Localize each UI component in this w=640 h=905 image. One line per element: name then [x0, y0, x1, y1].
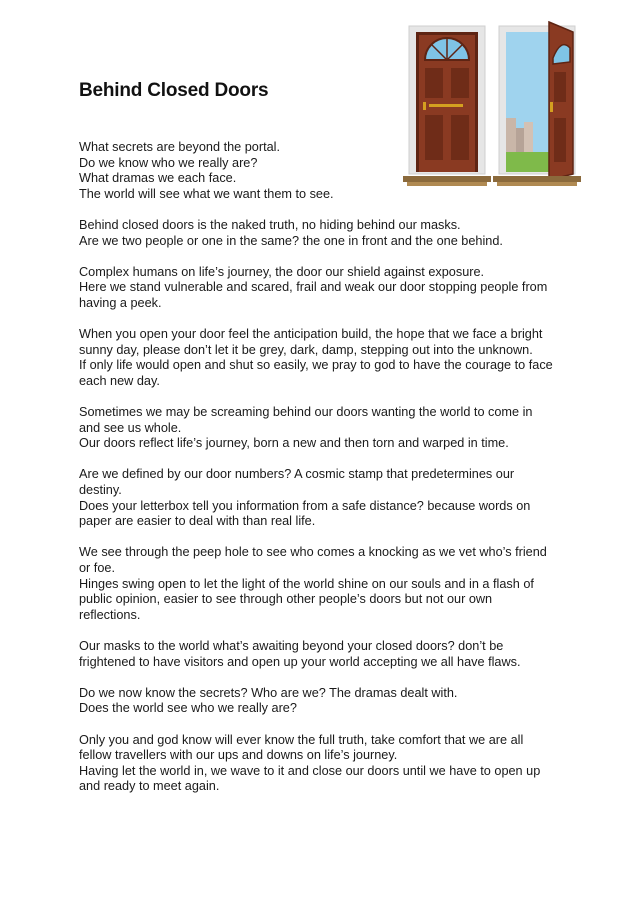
poem-line: Do we now know the secrets? Who are we? The dramas dealt with. — [79, 685, 458, 700]
poem-line: public opinion, easier to see through other people’s doors but not our own — [79, 592, 493, 607]
stanza — [79, 467, 569, 529]
poem-line: Does the world see who we really are? — [79, 701, 297, 716]
poem-line: The world will see what we want them to see. — [79, 186, 334, 201]
poem-line: or foe. — [79, 561, 115, 576]
poem-line: When you open your door feel the anticipation build, the hope that we face a bright — [79, 327, 543, 342]
poem-line: fellow travellers with our ups and downs on life’s journey. — [79, 748, 398, 763]
stanza — [79, 639, 569, 670]
stanza — [79, 405, 569, 452]
poem-line: Here we stand vulnerable and scared, frail and weak our door stopping people from — [79, 280, 548, 295]
poem-line: Does your letterbox tell you information from a safe distance? because words on — [79, 498, 531, 513]
poem-line: We see through the peep hole to see who comes a knocking as we vet who’s friend — [79, 545, 547, 560]
poem-line: Hinges swing open to let the light of the world shine on our souls and in a flash of — [79, 576, 534, 591]
poem-line: destiny. — [79, 483, 122, 498]
poem-line: Behind closed doors is the naked truth, no hiding behind our masks. — [79, 217, 461, 232]
stanza — [79, 545, 569, 623]
page-title: Behind Closed Doors — [79, 80, 269, 101]
stanza — [79, 218, 569, 249]
poem-line: Having let the world in, we wave to it and close our doors until we have to open up — [79, 763, 541, 778]
stanza — [79, 265, 569, 312]
poem-line: Are we two people or one in the same? the one in front and the one behind. — [79, 233, 503, 248]
stanza — [79, 686, 569, 717]
poem-line: frightened to have visitors and open up your world accepting we all have flaws. — [79, 654, 521, 669]
stanza — [79, 733, 569, 795]
poem-line: Complex humans on life’s journey, the door our shield against exposure. — [79, 264, 485, 279]
poem-body — [79, 140, 569, 811]
poem-line: having a peek. — [79, 295, 162, 310]
poem-line: Are we defined by our door numbers? A cosmic stamp that predetermines our — [79, 467, 515, 482]
poem-line: and ready to meet again. — [79, 779, 220, 794]
poem-line: and see us whole. — [79, 420, 182, 435]
poem-line: Our masks to the world what’s awaiting beyond your closed doors? don’t be — [79, 639, 504, 653]
stanza — [79, 140, 569, 202]
poem-line: What secrets are beyond the portal. — [79, 140, 280, 154]
poem-line: Sometimes we may be screaming behind our doors wanting the world to come in — [79, 405, 533, 420]
poem-line: reflections. — [79, 607, 141, 622]
poem-line: If only life would open and shut so easily, we pray to god to have the courage to face — [79, 358, 553, 373]
poem-line: paper are easier to deal with than real life. — [79, 514, 316, 529]
poem-line: sunny day, please don’t let it be grey, dark, damp, stepping out into the unknown. — [79, 342, 533, 357]
poem-line: Only you and god know will ever know the full truth, take comfort that we are all — [79, 732, 524, 747]
poem-line: Do we know who we really are? — [79, 155, 258, 170]
stanza — [79, 327, 569, 389]
poem-line: Our doors reflect life’s journey, born a new and then torn and warped in time. — [79, 436, 509, 451]
poem-line: each new day. — [79, 373, 160, 388]
poem-line: What dramas we each face. — [79, 171, 237, 186]
